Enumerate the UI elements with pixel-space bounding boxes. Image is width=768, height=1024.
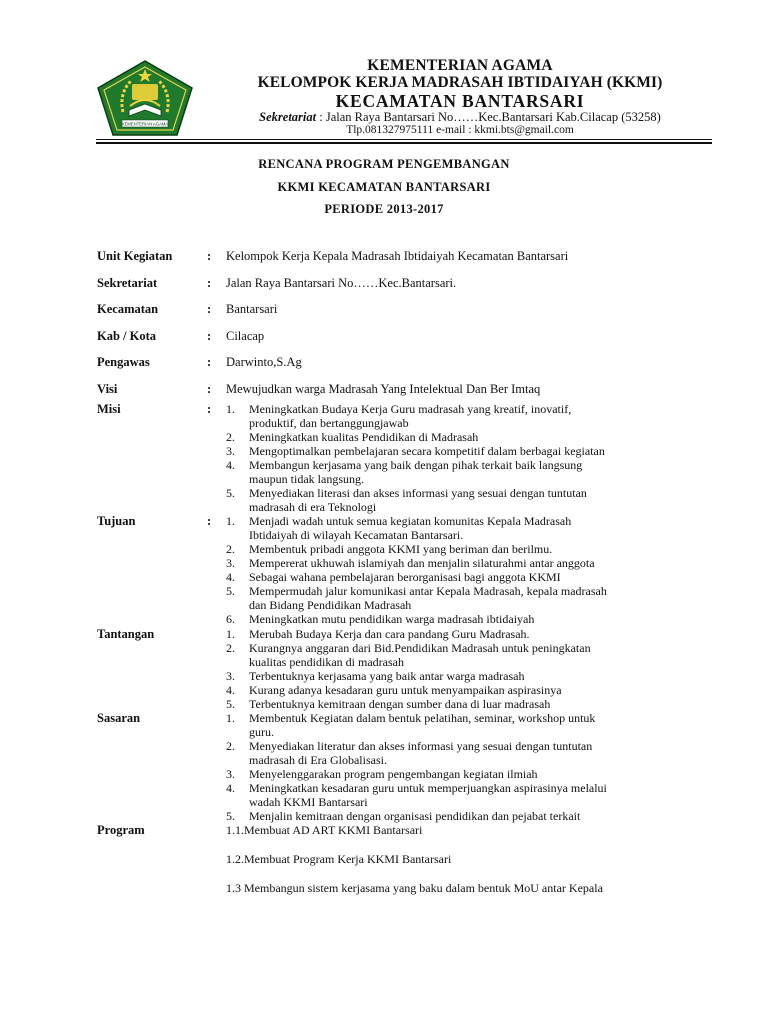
list-item-line: Ibtidaiyah di wilayah Kecamatan Bantarsari. [249, 528, 464, 542]
list-number: 3. [226, 669, 235, 683]
list-item-line: Menyelenggarakan program pengembangan kegiatan ilmiah [249, 767, 538, 781]
list-item-line: dan Bidang Pendidikan Madrasah [249, 598, 412, 612]
colon: : [207, 249, 212, 263]
list-number: 2. [226, 542, 235, 556]
list-number: 5. [226, 584, 235, 598]
list-item-line: Mengoptimalkan pembelajaran secara kompetitif dalam berbagai kegiatan [249, 444, 605, 458]
list-item-line: guru. [249, 725, 274, 739]
field-label-tujuan: Tujuan [97, 514, 136, 528]
field-label-kab: Kab / Kota [97, 329, 157, 343]
list-item-line: Meningkatkan mutu pendidikan warga madrasah ibtidaiyah [249, 612, 535, 626]
field-value-unit: Kelompok Kerja Kepala Madrasah Ibtidaiyah Kecamatan Bantarsari [226, 249, 569, 263]
list-number: 3. [226, 444, 235, 458]
list-number: 3. [226, 556, 235, 570]
list-number: 4. [226, 683, 235, 697]
list-number: 4. [226, 458, 235, 472]
list-item-line: Kurang adanya kesadaran guru untuk menyampaikan aspirasinya [249, 683, 562, 697]
field-label-program: Program [97, 823, 145, 837]
field-value-sekretariat: Jalan Raya Bantarsari No……Kec.Bantarsari. [226, 276, 457, 290]
list-number: 2. [226, 430, 235, 444]
list-item-line: Membentuk pribadi anggota KKMI yang beriman dan berilmu. [249, 542, 553, 556]
field-value-kecamatan: Bantarsari [226, 302, 278, 316]
list-item-line: Meningkatkan kesadaran guru untuk memperjuangkan aspirasinya melalui [249, 781, 607, 795]
list-item-line: Terbentuknya kemitraan dengan sumber dana di luar madrasah [249, 697, 551, 711]
list-number: 1. [226, 514, 235, 528]
list-item-line: Membentuk Kegiatan dalam bentuk pelatihan, seminar, workshop untuk [249, 711, 596, 725]
list-number: 4. [226, 570, 235, 584]
list-number: 4. [226, 781, 235, 795]
field-value-visi: Mewujudkan warga Madrasah Yang Intelektual Dan Ber Imtaq [226, 382, 541, 396]
colon: : [207, 302, 212, 316]
doc-title-3: PERIODE 2013-2017 [324, 202, 444, 216]
colon: : [207, 402, 212, 416]
program-item: 1.2.Membuat Program Kerja KKMI Bantarsari [226, 852, 452, 866]
field-label-sekretariat: Sekretariat [97, 276, 158, 290]
colon: : [207, 329, 212, 343]
header-rule-thick [96, 142, 712, 144]
list-item-line: madrasah di era Teknologi [249, 500, 377, 514]
colon: : [207, 355, 212, 369]
list-item-line: produktif, dan bertanggungjawab [249, 416, 409, 430]
contact-line: Tlp.081327975111 e-mail : kkmi.bts@gmail.com [346, 124, 574, 136]
colon: : [207, 276, 212, 290]
list-item-line: Menyediakan literasi dan akses informasi yang sesuai dengan tuntutan [249, 486, 587, 500]
district-name: KECAMATAN BANTARSARI [335, 91, 585, 111]
doc-title-1: RENCANA PROGRAM PENGEMBANGAN [258, 157, 510, 171]
list-number: 3. [226, 767, 235, 781]
list-number: 6. [226, 612, 235, 626]
colon: : [207, 514, 212, 528]
list-item-line: Terbentuknya kerjasama yang baik antar warga madrasah [249, 669, 525, 683]
list-item-line: Merubah Budaya Kerja dan cara pandang Guru Madrasah. [249, 627, 530, 641]
program-item: 1.3 Membangun sistem kerjasama yang baku dalam bentuk MoU antar Kepala [226, 881, 603, 895]
list-item-line: Mempermudah jalur komunikasi antar Kepala Madrasah, kepala madrasah [249, 584, 607, 598]
list-item-line: wadah KKMI Bantarsari [249, 795, 368, 809]
list-number: 1. [226, 711, 235, 725]
field-label-kecamatan: Kecamatan [97, 302, 159, 316]
field-label-sasaran: Sasaran [97, 711, 141, 725]
program-item: 1.1.Membuat AD ART KKMI Bantarsari [226, 823, 423, 837]
list-number: 5. [226, 486, 235, 500]
ministry-name: KEMENTERIAN AGAMA [367, 57, 553, 74]
field-label-tantangan: Tantangan [97, 627, 155, 641]
list-number: 2. [226, 739, 235, 753]
list-number: 2. [226, 641, 235, 655]
field-label-unit: Unit Kegiatan [97, 249, 173, 263]
list-item-line: Meningkatkan Budaya Kerja Guru madrasah yang kreatif, inovatif, [249, 402, 572, 416]
list-item-line: Menjalin kemitraan dengan organisasi pendidikan dan pejabat terkait [249, 809, 581, 823]
list-item-line: Menjadi wadah untuk semua kegiatan komunitas Kepala Madrasah [249, 514, 572, 528]
organization-name: KELOMPOK KERJA MADRASAH IBTIDAIYAH (KKMI) [257, 74, 663, 91]
list-item-line: Membangun kerjasama yang baik dengan pihak terkait baik langsung [249, 458, 583, 472]
list-item-line: Menyediakan literatur dan akses informasi yang sesuai dengan tuntutan [249, 739, 593, 753]
field-value-pengawas: Darwinto,S.Ag [226, 355, 302, 369]
field-label-visi: Visi [97, 382, 118, 396]
list-number: 1. [226, 627, 235, 641]
list-item-line: Meningkatkan kualitas Pendidikan di Madrasah [249, 430, 479, 444]
list-number: 5. [226, 809, 235, 823]
list-number: 1. [226, 402, 235, 416]
field-value-kab: Cilacap [226, 329, 265, 343]
secretariat-address: Sekretariat : Jalan Raya Bantarsari No……Kec.Bantarsari Kab.Cilacap (53258) [259, 110, 661, 124]
header-rule-thin [96, 139, 712, 140]
kemenag-logo [96, 60, 194, 136]
field-label-misi: Misi [97, 402, 121, 416]
list-number: 5. [226, 697, 235, 711]
list-item-line: maupun tidak langsung. [249, 472, 364, 486]
list-item-line: Kurangnya anggaran dari Bid.Pendidikan Madrasah untuk peningkatan [249, 641, 591, 655]
svg-text:KEMENTERIAN AGAMA: KEMENTERIAN AGAMA [121, 121, 169, 127]
field-label-pengawas: Pengawas [97, 355, 150, 369]
doc-title-2: KKMI KECAMATAN BANTARSARI [277, 180, 491, 194]
list-item-line: kualitas pendidikan di madrasah [249, 655, 404, 669]
list-item-line: Sebagai wahana pembelajaran berorganisasi bagi anggota KKMI [249, 570, 561, 584]
list-item-line: madrasah di Era Globalisasi. [249, 753, 387, 767]
list-item-line: Mempererat ukhuwah islamiyah dan menjalin silaturahmi antar anggota [249, 556, 595, 570]
colon: : [207, 382, 212, 396]
